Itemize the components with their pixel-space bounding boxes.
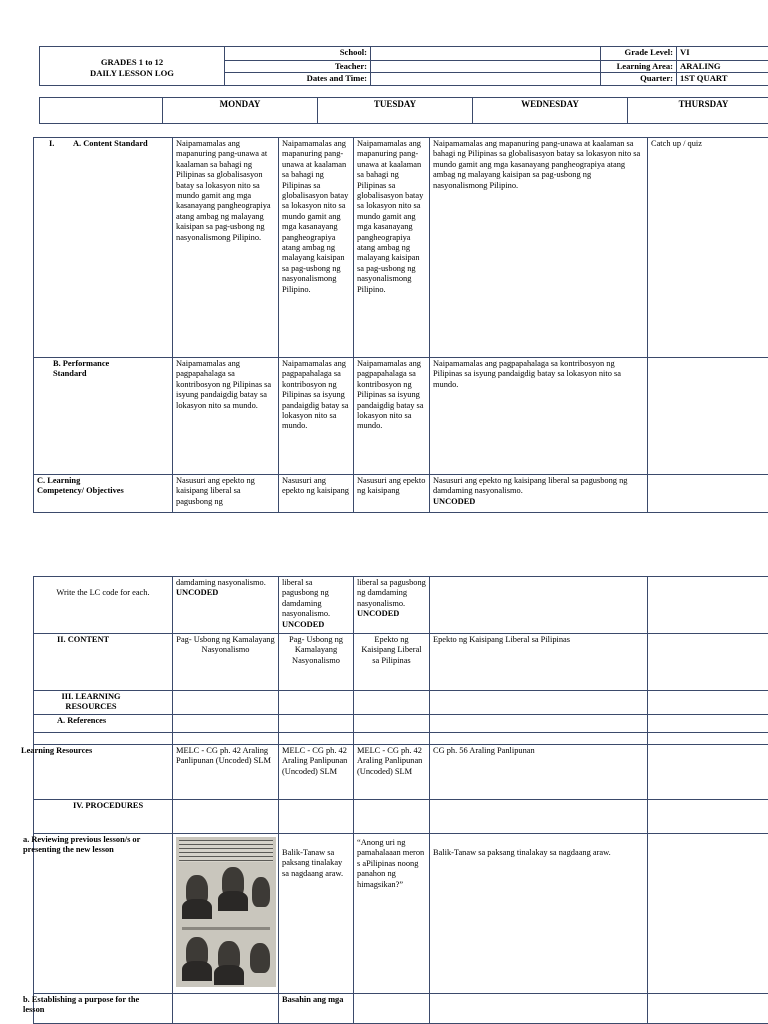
content-standard-mon: Naipamamalas ang mapanuring pang-unawa at kaalaman sa bahagi ng Pilipinas sa globalisasyon batay sa lokasyon nito sa mundo gamit ang mga kasanayang pangheograpiya atang ambag ng malayang kaisipan sa pag-usbong ng nasyonalismong Pilipino. — [173, 138, 279, 358]
lesson-table-page1 — [33, 137, 768, 513]
competency-thu — [430, 475, 648, 513]
competency-thu-uncoded: UNCODED — [433, 496, 476, 506]
day-wednesday: WEDNESDAY — [473, 98, 628, 124]
lesson-table-page2 — [21, 576, 768, 1024]
grade-level-label: Grade Level: — [601, 47, 677, 61]
learning-resources-label — [34, 691, 173, 715]
lc-wed-text: liberal sa pagusbong ng damdaming nasyonalismo. — [357, 578, 426, 608]
learning-resources-text: III. LEARNING RESOURCES — [61, 692, 121, 712]
lr-thu: CG ph. 56 Araling Panlipunan — [430, 745, 648, 800]
content-standard-num: I. — [49, 139, 55, 148]
spacer-label — [34, 733, 173, 745]
competency-wed: Nasusuri ang epekto ng kaisipang — [354, 475, 430, 513]
purpose-thu — [430, 994, 648, 1024]
review-thu: Balik-Tanaw sa paksang tinalakay sa nagdaang araw. — [430, 834, 648, 994]
lc-code-text: Write the LC code for each. — [56, 588, 150, 597]
grade-level-value: VI — [677, 47, 768, 61]
lc-mon — [173, 577, 279, 634]
learning-area-label: Learning Area: — [601, 61, 677, 73]
purpose-tue: Basahin ang mga — [279, 994, 354, 1024]
portrait-2-body — [218, 891, 248, 911]
ref-wed — [354, 715, 430, 733]
purpose-mon — [173, 994, 279, 1024]
quarter-label: Quarter: — [601, 73, 677, 86]
heroes-photo — [176, 837, 276, 987]
teacher-field[interactable] — [371, 61, 601, 73]
purpose-wed — [354, 994, 430, 1024]
days-header — [39, 97, 768, 124]
review-wed: “Anong uri ng pamahalaaan meron s aPilipinas noong panahon ng himagsikan?” — [354, 834, 430, 994]
day-monday: MONDAY — [163, 98, 318, 124]
photo-caption-lines — [179, 840, 273, 862]
purpose-label — [23, 994, 173, 1024]
content-mon: Pag- Usbong ng Kamalayang Nasyonalismo — [173, 634, 279, 691]
school-label: School: — [225, 47, 371, 61]
content-standard-label — [34, 138, 173, 358]
content-standard-tue: Naipamamalas ang mapanuring pang-unawa at kaalaman sa bahagi ng Pilipinas sa globalisasyon batay sa lokasyon nito sa mundo gamit ang mga kasanayang pangheograpiya atang ambag ng malayang kaisipan sa pag-usbong ng nasyonalismong Pilipino. — [279, 138, 354, 358]
purpose-fri — [648, 994, 768, 1024]
lc-mon-uncoded: UNCODED — [176, 588, 219, 598]
lc-code-label — [34, 577, 173, 634]
teacher-label: Teacher: — [225, 61, 371, 73]
dates-field[interactable] — [371, 73, 601, 86]
performance-standard-mon: Naipamamalas ang pagpapahalaga sa kontribosyon ng Pilipinas sa isyung pandaigdig batay sa lokasyon nito sa mundo. — [173, 358, 279, 475]
lr-blank-tue — [279, 691, 354, 715]
performance-standard-fri — [648, 358, 768, 475]
day-thursday: THURSDAY — [628, 98, 768, 124]
review-mon — [173, 834, 279, 994]
proc-wed — [354, 800, 430, 834]
content-standard-wed: Naipamamalas ang mapanuring pang-unawa at kaalaman sa bahagi ng Pilipinas sa globalisasyon batay sa lokasyon nito sa mundo gamit ang mga kasanayang pangheograpiya atang ambag ng malayang kaisipan sa pag-usbong ng nasyonalismong Pilipino. — [354, 138, 430, 358]
competency-thu-text: Nasusuri ang epekto ng kaisipang liberal sa pagusbong ng damdaming nasyonalismo. — [433, 476, 628, 496]
portrait-6 — [250, 943, 270, 973]
lc-fri — [648, 577, 768, 634]
performance-standard-thu: Naipamamalas ang pagpapahalaga sa kontribosyon ng Pilipinas sa isyung pandaigdig batay sa lokasyon nito sa mundo. — [430, 358, 648, 475]
lr-tue: MELC - CG ph. 42 Araling Panlipunan (Uncoded) SLM — [279, 745, 354, 800]
log-title-line1: GRADES 1 to 12 — [100, 57, 164, 67]
quarter-value: 1ST QUART — [677, 73, 768, 86]
content-tue: Pag- Usbong ng Kamalayang Nasyonalismo — [279, 634, 354, 691]
ref-mon — [173, 715, 279, 733]
portrait-1-body — [182, 899, 212, 919]
lc-thu — [430, 577, 648, 634]
portrait-3 — [252, 877, 270, 907]
competency-mon: Nasusuri ang epekto ng kaisipang liberal sa pagusbong ng — [173, 475, 279, 513]
performance-standard-wed: Naipamamalas ang pagpapahalaga sa kontribosyon ng Pilipinas sa isyung pandaigdig batay sa lokasyon nito sa mundo. — [354, 358, 430, 475]
review-label-text: a. Reviewing previous lesson/s or presenting the new lesson — [23, 835, 141, 855]
content-label — [34, 634, 173, 691]
lr-label — [21, 745, 173, 800]
lr-label-text: Learning Resources — [21, 746, 93, 755]
lc-tue — [279, 577, 354, 634]
proc-thu — [430, 800, 648, 834]
lr-blank-wed — [354, 691, 430, 715]
log-title-line2: DAILY LESSON LOG — [90, 68, 174, 78]
lr-wed: MELC - CG ph. 42 Araling Panlipunan (Uncoded) SLM — [354, 745, 430, 800]
portrait-4-body — [182, 961, 212, 981]
procedures-text: IV. PROCEDURES — [73, 801, 144, 810]
day-tuesday: TUESDAY — [318, 98, 473, 124]
content-standard-text: A. Content Standard — [73, 139, 148, 148]
school-field[interactable] — [371, 47, 601, 61]
content-standard-thu: Naipamamalas ang mapanuring pang-unawa at kaalaman sa bahagi ng Pilipinas sa globalisasyon batay sa lokasyon nito sa mundo gamit ang mga kasanayang pangheograpiya atang ambag ng malayang kaisipan sa pag-usbong ng nasyonalismong Pilipino. — [430, 138, 648, 358]
competency-fri — [648, 475, 768, 513]
photo-rule-1 — [182, 927, 270, 930]
lr-blank-thu — [430, 691, 648, 715]
ref-fri — [648, 715, 768, 733]
lc-tue-uncoded: UNCODED — [282, 619, 325, 629]
ref-thu — [430, 715, 648, 733]
ref-tue — [279, 715, 354, 733]
header-table — [39, 46, 768, 86]
lc-wed — [354, 577, 430, 634]
references-label — [34, 715, 173, 733]
proc-mon — [173, 800, 279, 834]
content-label-text: II. CONTENT — [57, 635, 110, 644]
learning-area-value: ARALING — [677, 61, 768, 73]
lc-tue-text: liberal sa pagusbong ng damdaming nasyonalismo. — [282, 578, 331, 619]
review-label — [23, 834, 173, 994]
portrait-5-body — [214, 965, 244, 985]
spacer-thu — [430, 733, 648, 745]
competency-text: C. Learning Competency/ Objectives — [37, 476, 124, 496]
days-blank — [40, 98, 163, 124]
procedures-label — [34, 800, 173, 834]
content-wed: Epekto ng Kaisipang Liberal sa Pilipinas — [354, 634, 430, 691]
log-title — [40, 47, 225, 86]
competency-tue: Nasusuri ang epekto ng kaisipang — [279, 475, 354, 513]
lc-wed-uncoded: UNCODED — [357, 609, 400, 619]
lr-mon: MELC - CG ph. 42 Araling Panlipunan (Uncoded) SLM — [173, 745, 279, 800]
lr-fri — [648, 745, 768, 800]
content-standard-fri: Catch up / quiz — [648, 138, 768, 358]
purpose-label-text: b. Establishing a purpose for the lesson — [23, 995, 140, 1015]
spacer-wed — [354, 733, 430, 745]
review-tue: Balik-Tanaw sa paksang tinalakay sa nagdaang araw. — [279, 834, 354, 994]
spacer-tue — [279, 733, 354, 745]
performance-standard-label — [34, 358, 173, 475]
dates-label: Dates and Time: — [225, 73, 371, 86]
lr-blank-fri — [648, 691, 768, 715]
lc-mon-text: damdaming nasyonalismo. — [176, 578, 266, 587]
spacer-mon — [173, 733, 279, 745]
spacer-fri — [648, 733, 768, 745]
content-thu: Epekto ng Kaisipang Liberal sa Pilipinas — [430, 634, 648, 691]
proc-tue — [279, 800, 354, 834]
competency-label — [34, 475, 173, 513]
references-text: A. References — [57, 716, 107, 725]
lr-blank-mon — [173, 691, 279, 715]
content-fri — [648, 634, 768, 691]
proc-fri — [648, 800, 768, 834]
performance-standard-text: B. Performance Standard — [53, 359, 110, 379]
performance-standard-tue: Naipamamalas ang pagpapahalaga sa kontribosyon ng Pilipinas sa isyung pandaigdig batay sa lokasyon nito sa mundo. — [279, 358, 354, 475]
review-fri — [648, 834, 768, 994]
